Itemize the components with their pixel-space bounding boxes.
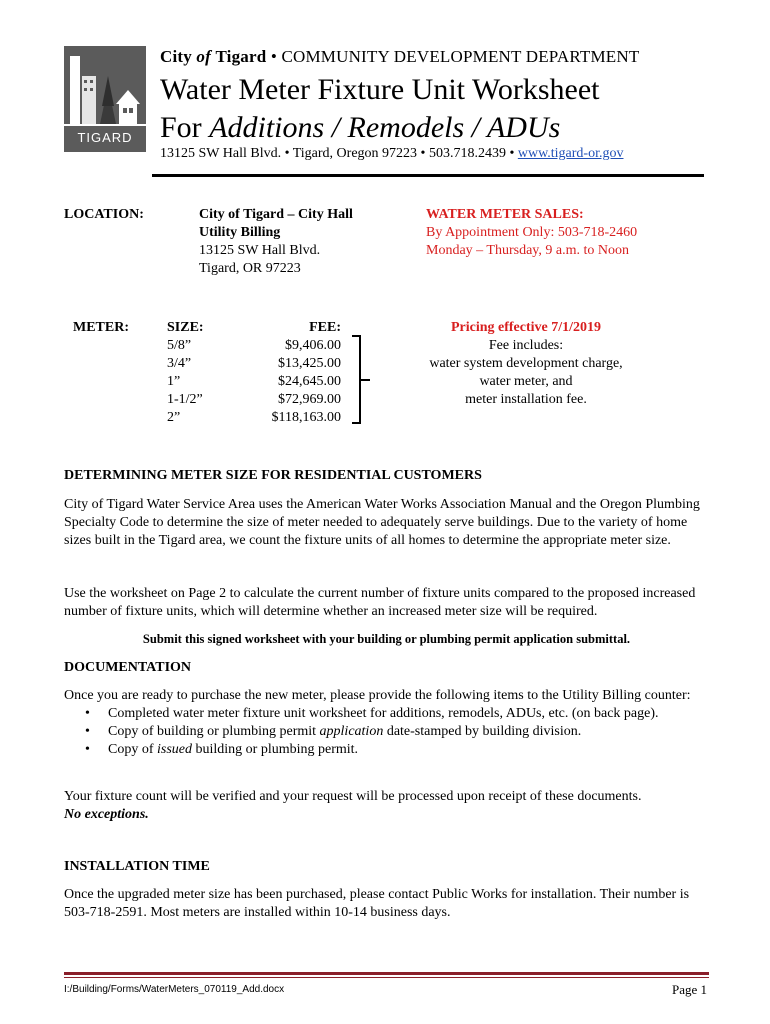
header-divider [152, 174, 704, 177]
city-word: City [160, 47, 192, 66]
list-item: • Completed water meter fixture unit worksheet for additions, remodels, ADUs, etc. (on back page). [108, 705, 709, 723]
fee-header: FEE: [309, 320, 341, 335]
pricing-note [396, 319, 656, 409]
size-row: 1-1/2” [167, 392, 203, 407]
pricing-title: Pricing effective 7/1/2019 [450, 320, 602, 335]
installation-paragraph: Once the upgraded meter size has been purchased, please contact Public Works for installation. Their number is 503-718-2591. Most meters are installed within 10-14 business days. [64, 887, 690, 920]
tigard-logo [64, 46, 146, 152]
list-item: • Copy of building or plumbing permit application date-stamped by building division. [108, 723, 709, 741]
pricing-line: water system development charge, [429, 356, 623, 371]
department-line [160, 47, 639, 67]
logo-text: TIGARD [77, 130, 133, 145]
fee-row: $72,969.00 [278, 392, 341, 407]
meter-label: METER: [73, 320, 129, 335]
location-label: LOCATION: [64, 207, 144, 222]
sales-appointment: By Appointment Only: 503-718-2460 [426, 225, 638, 240]
size-header: SIZE: [167, 320, 204, 335]
list-item: • Copy of issued building or plumbing permit. [108, 741, 709, 759]
submit-note: Submit this signed worksheet with your building or plumbing permit application submittal. [142, 632, 631, 646]
subtitle-for: For [160, 111, 202, 144]
determining-paragraph-1: City of Tigard Water Service Area uses the American Water Works Association Manual and the Oregon Plumbing Specialty Code to determine the size of meter needed to adequately serve buildings. Due to the variety of home sizes built in the Tigard area, we count the fixture units of all homes to determine the appropriate meter size. [64, 497, 700, 548]
size-row: 2” [167, 410, 181, 425]
fee-row: $13,425.00 [278, 356, 341, 371]
sales-hours: Monday – Thursday, 9 a.m. to Noon [426, 243, 629, 258]
page-number: Page 1 [671, 982, 707, 997]
verification-text: Your fixture count will be verified and your request will be processed upon receipt of these documents. [64, 789, 642, 804]
water-meter-sales [426, 206, 637, 260]
page-subtitle [160, 110, 560, 146]
documentation-heading: DOCUMENTATION [64, 660, 192, 675]
fee-row: $118,163.00 [271, 410, 341, 425]
location-line-3: 13125 SW Hall Blvd. [199, 243, 321, 258]
website-link[interactable]: www.tigard-or.gov [517, 146, 624, 161]
pricing-line: meter installation fee. [465, 392, 587, 407]
footer-rule [64, 972, 709, 975]
of-word: of [196, 47, 211, 66]
size-row: 5/8” [167, 338, 192, 353]
address-text: 13125 SW Hall Blvd. • Tigard, Oregon 97223 • 503.718.2439 • [160, 146, 515, 161]
determining-paragraph-2: Use the worksheet on Page 2 to calculate the current number of fixture units compared to the proposed increased number of fixture units, which will determine whether an increased meter size will be required. [64, 586, 696, 619]
installation-heading: INSTALLATION TIME [64, 859, 210, 874]
contact-line [160, 146, 623, 162]
page-title: Water Meter Fixture Unit Worksheet [160, 73, 600, 106]
documentation-section [64, 687, 709, 759]
meter-size-column [167, 319, 204, 427]
location-line-4: Tigard, OR 97223 [199, 261, 301, 276]
pricing-line: Fee includes: [488, 338, 564, 353]
sales-title: WATER METER SALES: [426, 207, 584, 222]
no-exceptions: No exceptions. [64, 807, 149, 822]
size-row: 1” [167, 374, 181, 389]
department-name: • COMMUNITY DEVELOPMENT DEPARTMENT [270, 47, 640, 66]
size-row: 3/4” [167, 356, 192, 371]
location-line-2: Utility Billing [199, 225, 281, 240]
location-address [199, 206, 353, 278]
tigard-word: Tigard [215, 47, 267, 66]
verification-note [64, 788, 709, 824]
fee-row: $9,406.00 [285, 338, 341, 353]
pricing-line: water meter, and [479, 374, 573, 389]
footer-rule-thin [64, 977, 709, 978]
subtitle-topics: Additions / Remodels / ADUs [209, 111, 561, 144]
location-line-1: City of Tigard – City Hall [199, 207, 353, 222]
right-brace-icon [350, 334, 376, 426]
fee-row: $24,645.00 [278, 374, 341, 389]
file-path: I:/Building/Forms/WaterMeters_070119_Add.docx [64, 984, 285, 995]
meter-fee-column [240, 319, 341, 427]
documentation-list [64, 705, 709, 759]
determining-heading: DETERMINING METER SIZE FOR RESIDENTIAL CUSTOMERS [64, 468, 482, 483]
documentation-intro: Once you are ready to purchase the new meter, please provide the following items to the Utility Billing counter: [64, 688, 691, 703]
